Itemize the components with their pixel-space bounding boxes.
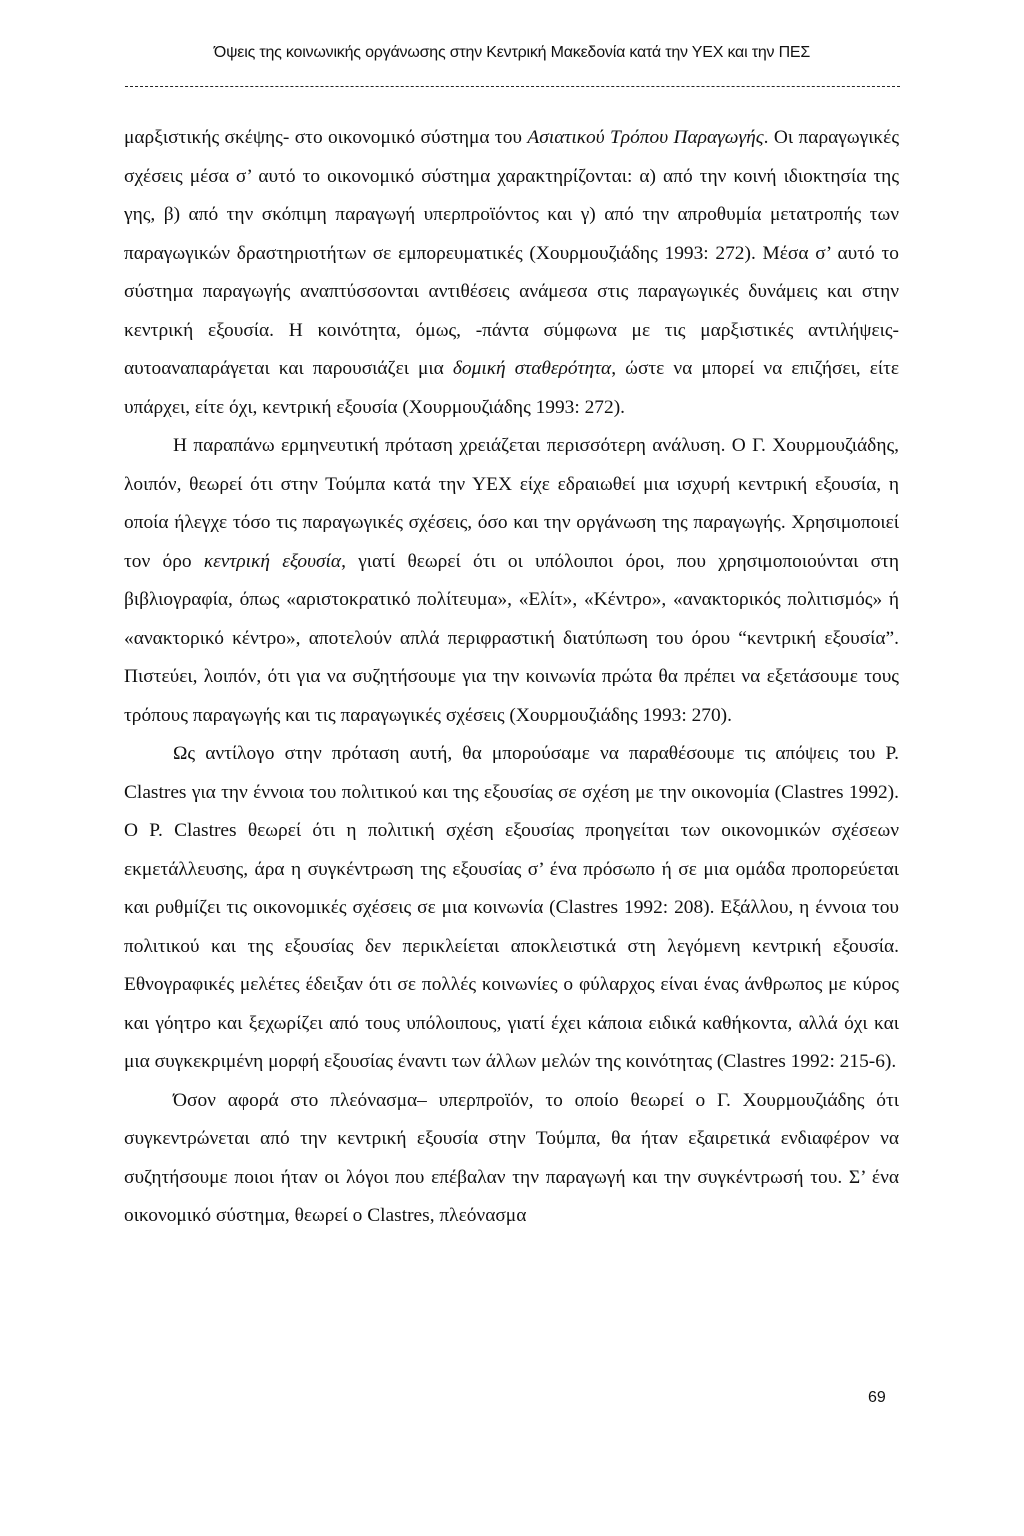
- italic-term: Ασιατικού Τρόπου Παραγωγής: [527, 127, 764, 148]
- header-rule: [125, 86, 900, 87]
- text-run: , ώστε να μπορεί να επιζήσει, είτε υπάρχει, είτε όχι, κεντρική εξουσία (Χουρμουζιάδης 1993: 272).: [124, 358, 900, 418]
- paragraph-1: [124, 119, 899, 427]
- text-run: μαρξιστικής σκέψης- στο οικονομικό σύστημα του: [124, 127, 528, 148]
- italic-term: δομική σταθερότητα: [452, 358, 612, 379]
- text-run: Ως αντίλογο στην πρόταση αυτή, θα μπορούσαμε να παραθέσουμε τις απόψεις του P. Clastres για την έννοια του πολιτικού και της εξουσίας σε σχέση με την οικονομία (Clastres 1992). Ο P. Clastres θεωρεί ότι η πολιτική σχέση εξουσίας προηγείται των οικονομικών σχέσεων εκμετάλλευσης, άρα η συγκέντρωση της εξουσίας σ’ ένα πρόσωπο ή σε μια ομάδα προπορεύεται και ρυθμίζει τις οικονομικές σχέσεις σε μια κοινωνία (Clastres 1992: 208). Εξάλλου, η έννοια του πολιτικού και της εξουσίας δεν περικλείεται αποκλειστικά στη λεγόμενη κεντρική εξουσία. Εθνογραφικές μελέτες έδειξαν ότι σε πολλές κοινωνίες ο φύλαρχος είναι ένας άνθρωπος με κύρος και γόητρο και ξεχωρίζει από τους υπόλοιπους, γιατί έχει κάποια ειδικά καθήκοντα, αλλά όχι και μια συγκεκριμένη μορφή εξουσίας έναντι των άλλων μελών της κοινότητας (Clastres 1992: 215-6).: [124, 743, 899, 1072]
- body-text: [124, 119, 899, 1236]
- italic-term: κεντρική εξουσία: [203, 550, 342, 572]
- paragraph-3: [124, 735, 899, 1082]
- text-run: Όσον αφορά στο πλεόνασμα– υπερπροϊόν, το οποίο θεωρεί ο Γ. Χουρμουζιάδης ότι συγκεντρώνεται από την κεντρική εξουσία στην Τούμπα, θα ήταν εξαιρετικά ενδιαφέρον να συζητήσουμε ποιοι ήταν οι λόγοι που επέβαλαν την παραγωγή και την συγκέντρωσή του. Σ’ ένα οικονομικό σύστημα, θεωρεί ο Clastres, πλεόνασμα: [124, 1089, 899, 1226]
- running-header: Όψεις της κοινωνικής οργάνωσης στην Κεντρική Μακεδονία κατά την ΥΕΧ και την ΠΕΣ: [213, 44, 811, 61]
- paragraph-4: [124, 1082, 899, 1236]
- text-run: , γιατί θεωρεί ότι οι υπόλοιποι όροι, που χρησιμοποιούνται στη βιβλιογραφία, όπως «αριστοκρατικό πολίτευμα», «Ελίτ», «Κέντρο», «ανακτορικός πολιτισμός» ή «ανακτορικό κέντρο», αποτελούν απλά περιφραστική διατύπωση του όρου “κεντρική εξουσία”. Πιστεύει, λοιπόν, ότι για να συζητήσουμε για την κοινωνία πρώτα θα πρέπει να εξετάσουμε τους τρόπους παραγωγής και τις παραγωγικές σχέσεις (Χουρμουζιάδης 1993: 270).: [124, 550, 899, 726]
- text-run: . Οι παραγωγικές σχέσεις μέσα σ’ αυτό το οικονομικό σύστημα χαρακτηρίζονται: α) από την κοινή ιδιοκτησία της γης, β) από την σκόπιμη παραγωγή υπερπροϊόντος και γ) από την απροθυμία μετατροπής των παραγωγικών δραστηριοτήτων σε εμπορευματικές (Χουρμουζιάδης 1993: 272). Μέσα σ’ αυτό το σύστημα παραγωγής αναπτύσσονται αντιθέσεις ανάμεσα στις παραγωγικές δυνάμεις και στην κεντρική εξουσία. Η κοινότητα, όμως, -πάντα σύμφωνα με τις μαρξιστικές αντιλήψεις-αυτοαναπαράγεται και παρουσιάζει μια: [124, 127, 899, 379]
- page-number: 69: [868, 1389, 886, 1406]
- paragraph-2: [124, 427, 899, 735]
- text-run: Η παραπάνω ερμηνευτική πρόταση χρειάζεται περισσότερη ανάλυση. Ο Γ. Χουρμουζιάδης, λοιπόν, θεωρεί ότι στην Τούμπα κατά την ΥΕΧ είχε εδραιωθεί μια ισχυρή κεντρική εξουσία, η οποία ήλεγχε τόσο τις παραγωγικές σχέσεις, όσο και την οργάνωση της παραγωγής. Χρησιμοποιεί τον όρο: [124, 435, 899, 572]
